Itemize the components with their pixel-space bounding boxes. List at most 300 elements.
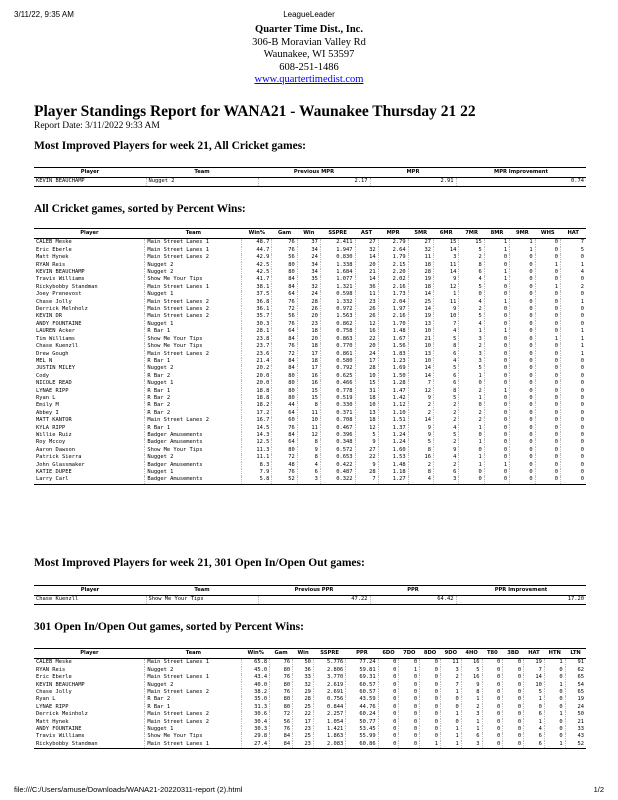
table-cell: 14 xyxy=(408,365,433,372)
table-cell: 2.257 xyxy=(313,711,345,718)
table-cell: Roy Mccoy xyxy=(36,439,66,446)
table-cell: 0 xyxy=(535,365,560,372)
table-cell: 23.7 xyxy=(242,343,272,350)
table-cell: 76 xyxy=(272,469,297,476)
table-cell: 0 xyxy=(378,741,399,749)
table-cell: 0 xyxy=(560,432,586,439)
table-cell: 0 xyxy=(560,454,586,461)
table-cell: Main Street Lanes 1 xyxy=(145,239,242,247)
table-cell: 1.51 xyxy=(378,417,408,424)
table-cell: 9 xyxy=(355,462,378,469)
table-cell: 2.91 xyxy=(370,178,456,186)
table-cell: R Bar 1 xyxy=(145,358,242,365)
table-cell: Tim Williams xyxy=(36,335,75,342)
table-row xyxy=(34,726,586,733)
table-cell: 0 xyxy=(535,343,560,350)
table-cell: 10 xyxy=(408,328,433,335)
table-cell: 2 xyxy=(459,254,484,261)
table-cell: 42.5 xyxy=(242,269,272,276)
table-cell: 4 xyxy=(560,269,586,276)
table-cell: 0 xyxy=(484,313,509,320)
table-cell: 0 xyxy=(459,447,484,454)
table-cell: 5 xyxy=(434,395,459,402)
table-cell: 1.56 xyxy=(378,343,408,350)
table-cell: 0 xyxy=(399,696,420,703)
table-cell: Abbey I xyxy=(36,409,59,416)
table-cell: 0 xyxy=(484,262,509,269)
table-cell: 14 xyxy=(408,291,433,298)
table-cell: 24 xyxy=(565,704,586,711)
table-cell: 2 xyxy=(459,410,484,417)
table-cell: 29 xyxy=(293,689,314,696)
table-header-row xyxy=(34,586,586,596)
table-cell: 0.396 xyxy=(320,432,355,439)
table-cell: 0 xyxy=(560,365,586,372)
table-cell: 9 xyxy=(461,682,482,689)
table-cell: 0 xyxy=(399,704,420,711)
table-cell: 0.422 xyxy=(320,462,355,469)
table-cell: 14 xyxy=(434,269,459,276)
table-row xyxy=(34,402,586,409)
table-cell: 0 xyxy=(482,659,503,667)
table-row xyxy=(34,469,586,476)
ol-all-table xyxy=(34,648,586,749)
column-header: 3BD xyxy=(503,649,524,659)
table-cell: 72 xyxy=(272,454,297,461)
table-cell: 7 xyxy=(440,682,461,689)
table-cell: Joey Prenevost xyxy=(36,291,82,298)
table-cell: KEVIN BEAUCHAMP xyxy=(34,178,146,186)
table-cell: 1.321 xyxy=(320,284,355,291)
table-cell: 7 xyxy=(524,667,545,674)
table-cell: 76 xyxy=(270,726,293,733)
table-cell: 0 xyxy=(535,454,560,461)
table-cell: Nugget 2 xyxy=(145,365,242,372)
table-cell: 0.580 xyxy=(320,358,355,365)
column-header: 8MR xyxy=(484,229,509,239)
table-cell: 10 xyxy=(355,373,378,380)
table-cell: MATT KANTOR xyxy=(36,417,72,424)
table-cell: 1.563 xyxy=(320,313,355,320)
table-cell: 1.53 xyxy=(378,454,408,461)
table-cell: 0 xyxy=(544,689,565,696)
table-cell: 8 xyxy=(461,689,482,696)
table-cell: 1 xyxy=(459,439,484,446)
table-cell: 0 xyxy=(420,726,441,733)
table-cell: 1.47 xyxy=(378,388,408,395)
table-cell: 1.27 xyxy=(378,476,408,484)
table-cell: 0 xyxy=(510,402,535,409)
table-cell: 56 xyxy=(272,313,297,320)
table-cell: 0 xyxy=(535,432,560,439)
table-row xyxy=(34,439,586,446)
table-cell: Cody xyxy=(36,372,49,379)
table-cell: 0 xyxy=(378,689,399,696)
table-cell: 48.7 xyxy=(242,239,272,247)
table-cell: 0 xyxy=(378,674,399,681)
table-cell: 0 xyxy=(510,358,535,365)
table-cell: 0 xyxy=(535,276,560,283)
table-cell: 0 xyxy=(420,674,441,681)
table-cell: 0 xyxy=(535,380,560,387)
table-cell: R Bar 2 xyxy=(145,395,242,402)
table-cell: 27 xyxy=(355,239,378,247)
table-cell: 0 xyxy=(535,321,560,328)
table-row xyxy=(34,247,586,254)
table-cell: 0 xyxy=(378,711,399,718)
table-cell: 0 xyxy=(503,689,524,696)
table-cell: 3 xyxy=(434,476,459,484)
table-cell: 2 xyxy=(408,462,433,469)
table-cell: 9 xyxy=(434,276,459,283)
table-cell: 84 xyxy=(272,276,297,283)
table-cell: 16 xyxy=(461,659,482,667)
table-cell: 19 xyxy=(408,313,433,320)
table-cell: 0.467 xyxy=(320,425,355,432)
table-row xyxy=(34,313,586,320)
report-title: Player Standings Report for WANA21 - Waunakee Thursday 21 22 xyxy=(34,103,476,120)
table-cell: 59.81 xyxy=(346,667,378,674)
table-cell: 25 xyxy=(293,733,314,740)
table-cell: 0 xyxy=(544,674,565,681)
table-cell: 0 xyxy=(503,719,524,726)
table-cell: 0 xyxy=(535,358,560,365)
table-row xyxy=(34,447,586,454)
table-cell: Nugget 1 xyxy=(145,291,242,298)
table-cell: 43.59 xyxy=(346,696,378,703)
table-cell: 0 xyxy=(535,417,560,424)
table-cell: 56 xyxy=(270,719,293,726)
table-cell: 10 xyxy=(434,313,459,320)
table-cell: 1.50 xyxy=(378,373,408,380)
table-cell: 18 xyxy=(355,417,378,424)
table-cell: 0 xyxy=(484,351,509,358)
table-cell: 56 xyxy=(272,254,297,261)
table-cell: 64 xyxy=(272,328,297,335)
table-cell: 1 xyxy=(440,741,461,749)
table-row xyxy=(34,306,586,313)
table-cell: 0 xyxy=(484,425,509,432)
table-cell: 52 xyxy=(272,476,297,484)
table-cell: 44.76 xyxy=(346,704,378,711)
table-cell: 1 xyxy=(484,276,509,283)
table-cell: 4 xyxy=(459,276,484,283)
column-header: Win xyxy=(297,229,320,239)
company-block xyxy=(0,24,618,87)
table-cell: 0 xyxy=(503,704,524,711)
table-cell: 0.625 xyxy=(320,373,355,380)
table-cell: 1 xyxy=(484,247,509,254)
table-cell: 1.421 xyxy=(313,726,345,733)
table-cell: 25 xyxy=(293,704,314,711)
column-header: 8DO xyxy=(420,649,441,659)
column-header: Player xyxy=(34,649,145,659)
table-cell: 2 xyxy=(434,417,459,424)
table-cell: 17 xyxy=(297,365,320,372)
table-cell: 1 xyxy=(440,711,461,718)
table-row xyxy=(34,178,586,186)
table-cell: 20.2 xyxy=(242,365,272,372)
table-cell: 0 xyxy=(399,726,420,733)
table-cell: 13 xyxy=(408,351,433,358)
table-cell: 2.04 xyxy=(378,299,408,306)
table-cell: 0 xyxy=(459,380,484,387)
table-cell: Main Street Lanes 2 xyxy=(145,417,242,424)
table-cell: 6 xyxy=(434,380,459,387)
table-cell: 0 xyxy=(482,682,503,689)
table-cell: 0 xyxy=(503,659,524,667)
table-cell: 1 xyxy=(544,659,565,667)
table-cell: 76 xyxy=(272,343,297,350)
table-cell: Nugget 1 xyxy=(145,469,242,476)
table-cell: 22 xyxy=(355,336,378,343)
table-cell: 0 xyxy=(459,432,484,439)
section-title-cricket-improved: Most Improved Players for week 21, All Cricket games: xyxy=(34,140,307,152)
table-cell: 0 xyxy=(484,395,509,402)
table-cell: 0.371 xyxy=(320,410,355,417)
table-cell: 64 xyxy=(272,410,297,417)
table-cell: 14 xyxy=(408,306,433,313)
company-name: Quarter Time Dist., Inc. xyxy=(255,24,363,35)
table-cell: R Bar 1 xyxy=(145,704,242,711)
company-phone: 608-251-1486 xyxy=(279,61,339,73)
table-cell: Nugget 2 xyxy=(145,269,242,276)
table-cell: 0 xyxy=(484,291,509,298)
table-cell: 0 xyxy=(544,726,565,733)
table-cell: 0 xyxy=(378,733,399,740)
cricket-improved-table xyxy=(34,167,586,187)
table-cell: 0 xyxy=(482,689,503,696)
table-cell: 36.1 xyxy=(242,306,272,313)
table-cell: 24 xyxy=(355,351,378,358)
table-cell: 0 xyxy=(378,719,399,726)
table-cell: 0 xyxy=(535,476,560,484)
table-cell: 0.863 xyxy=(320,336,355,343)
table-cell: 60.57 xyxy=(346,689,378,696)
table-cell: 8 xyxy=(434,343,459,350)
table-cell: 0 xyxy=(535,439,560,446)
table-row xyxy=(34,291,586,298)
table-cell: 21 xyxy=(565,719,586,726)
table-cell: 1 xyxy=(560,336,586,343)
company-website-link[interactable]: www.quartertimedist.com xyxy=(254,74,364,85)
table-cell: 30.4 xyxy=(242,719,270,726)
table-cell: 0.830 xyxy=(320,254,355,261)
table-cell: 23 xyxy=(355,299,378,306)
table-cell: 0 xyxy=(544,704,565,711)
table-row xyxy=(34,351,586,358)
table-cell: 2 xyxy=(459,343,484,350)
table-cell: Show Me Your Tips xyxy=(145,276,242,283)
table-cell: 9 xyxy=(408,432,433,439)
table-cell: 0 xyxy=(510,410,535,417)
table-cell: 65 xyxy=(565,674,586,681)
table-cell: MEL N xyxy=(36,357,53,364)
table-cell: 0 xyxy=(560,358,586,365)
table-cell: 14.5 xyxy=(242,425,272,432)
table-cell: 0 xyxy=(510,254,535,261)
table-cell: 1.48 xyxy=(378,328,408,335)
table-cell: 45.0 xyxy=(242,667,270,674)
table-cell: 8 xyxy=(297,402,320,409)
table-cell: 0 xyxy=(560,380,586,387)
table-cell: 0 xyxy=(459,402,484,409)
table-cell: 20 xyxy=(297,336,320,343)
table-cell: 23 xyxy=(293,741,314,749)
table-cell: 0 xyxy=(503,733,524,740)
table-cell: 0 xyxy=(544,733,565,740)
table-cell: 8 xyxy=(297,454,320,461)
table-cell: 0 xyxy=(482,696,503,703)
table-cell: 0 xyxy=(510,476,535,484)
table-cell: 0 xyxy=(510,321,535,328)
table-cell: 69.31 xyxy=(346,674,378,681)
table-cell: 21.4 xyxy=(242,358,272,365)
table-cell: 15 xyxy=(355,380,378,387)
column-header: Team xyxy=(145,229,242,239)
table-cell: 0 xyxy=(535,254,560,261)
table-cell: 42.9 xyxy=(242,254,272,261)
table-cell: 84 xyxy=(272,336,297,343)
table-cell: 38.2 xyxy=(242,689,270,696)
column-header: PPR xyxy=(370,586,456,596)
table-row xyxy=(34,425,586,432)
table-cell: 0 xyxy=(484,284,509,291)
table-cell: 84 xyxy=(272,365,297,372)
table-cell: 1.054 xyxy=(313,719,345,726)
table-cell: 8 xyxy=(297,439,320,446)
table-cell: 0 xyxy=(510,328,535,335)
table-cell: 0 xyxy=(484,306,509,313)
table-cell: Nugget 2 xyxy=(145,667,242,674)
table-cell: Badger Amusements xyxy=(145,432,242,439)
table-cell: 0 xyxy=(420,696,441,703)
column-header: 9DO xyxy=(440,649,461,659)
table-cell: 1 xyxy=(440,726,461,733)
table-cell: 10 xyxy=(408,358,433,365)
table-cell: 55.99 xyxy=(346,733,378,740)
table-cell: 0 xyxy=(484,321,509,328)
table-cell: 64 xyxy=(272,439,297,446)
table-cell: 14 xyxy=(434,247,459,254)
table-cell: 54 xyxy=(565,682,586,689)
table-cell: 0 xyxy=(503,711,524,718)
table-cell: 28 xyxy=(297,299,320,306)
table-cell: 1.24 xyxy=(378,439,408,446)
table-cell: 37.5 xyxy=(242,291,272,298)
table-cell: 6 xyxy=(434,469,459,476)
table-cell: 13 xyxy=(408,321,433,328)
table-cell: 2.806 xyxy=(313,667,345,674)
table-cell: 0 xyxy=(484,439,509,446)
table-cell: 0.778 xyxy=(320,388,355,395)
table-cell: 8.3 xyxy=(242,462,272,469)
table-cell: CALEB Meske xyxy=(36,659,72,666)
table-cell: 21 xyxy=(408,336,433,343)
table-cell: 34 xyxy=(297,269,320,276)
table-cell: 76 xyxy=(272,299,297,306)
table-cell: 0 xyxy=(440,719,461,726)
column-header: Player xyxy=(34,229,145,239)
table-cell: 1 xyxy=(560,262,586,269)
table-cell: 31 xyxy=(355,388,378,395)
column-header: Gam xyxy=(272,229,297,239)
table-cell: 11 xyxy=(408,254,433,261)
table-cell: 3 xyxy=(459,336,484,343)
table-cell: KEVIN BEAUCHAMP xyxy=(36,681,85,688)
table-cell: Badger Amusements xyxy=(145,439,242,446)
table-cell: 0 xyxy=(510,269,535,276)
table-cell: 14 xyxy=(408,417,433,424)
table-cell: 0 xyxy=(459,291,484,298)
table-cell: John Glassmaker xyxy=(36,461,85,468)
table-cell: 0 xyxy=(510,388,535,395)
table-cell: 60 xyxy=(272,417,297,424)
section-title-ol-improved: Most Improved Players for week 21, 301 Open In/Open Out games: xyxy=(34,557,365,569)
column-header: SSPRE xyxy=(320,229,355,239)
table-cell: Main Street Lanes 2 xyxy=(145,254,242,261)
table-cell: 1.67 xyxy=(378,336,408,343)
table-cell: 80 xyxy=(270,682,293,689)
table-cell: 43 xyxy=(565,733,586,740)
column-header: MPR xyxy=(378,229,408,239)
column-header: 7MR xyxy=(459,229,484,239)
table-cell: R Bar 1 xyxy=(145,328,242,335)
table-cell: 2.083 xyxy=(313,741,345,749)
table-cell: 4 xyxy=(434,425,459,432)
table-cell: 0 xyxy=(378,667,399,674)
column-header: T80 xyxy=(482,649,503,659)
table-cell: 0 xyxy=(510,351,535,358)
table-cell: 1 xyxy=(459,395,484,402)
table-row xyxy=(34,667,586,674)
table-cell: 50.77 xyxy=(346,719,378,726)
table-cell: RYAN Reis xyxy=(36,261,66,268)
table-cell: 11.1 xyxy=(242,454,272,461)
table-cell: 80 xyxy=(272,395,297,402)
column-header: HTN xyxy=(544,649,565,659)
table-cell: 18.8 xyxy=(242,388,272,395)
table-cell: 28 xyxy=(355,469,378,476)
table-cell: 28 xyxy=(408,269,433,276)
table-cell: 8 xyxy=(408,469,433,476)
table-cell: 38.1 xyxy=(242,284,272,291)
table-cell: Main Street Lanes 1 xyxy=(145,284,242,291)
table-cell: Eric Eberle xyxy=(36,246,72,253)
table-cell: Main Street Lanes 2 xyxy=(145,711,242,718)
table-cell: 2 xyxy=(408,402,433,409)
table-cell: Nugget 2 xyxy=(145,682,242,689)
table-cell: 80 xyxy=(272,373,297,380)
table-row xyxy=(34,328,586,335)
table-cell: 11 xyxy=(297,425,320,432)
table-cell: 1.37 xyxy=(378,425,408,432)
table-cell: 10 xyxy=(408,343,433,350)
table-cell: 84 xyxy=(272,432,297,439)
table-cell: 1 xyxy=(560,343,586,350)
table-cell: 0 xyxy=(560,395,586,402)
table-cell: 80 xyxy=(272,447,297,454)
table-cell: 0 xyxy=(482,711,503,718)
table-cell: Nugget 2 xyxy=(145,454,242,461)
table-cell: Main Street Lanes 1 xyxy=(145,247,242,254)
table-cell: Travis Williams xyxy=(36,276,85,283)
table-cell: 0 xyxy=(420,659,441,667)
table-cell: 1.97 xyxy=(378,306,408,313)
table-row xyxy=(34,432,586,439)
table-cell: 3 xyxy=(461,711,482,718)
table-cell: 0 xyxy=(510,462,535,469)
